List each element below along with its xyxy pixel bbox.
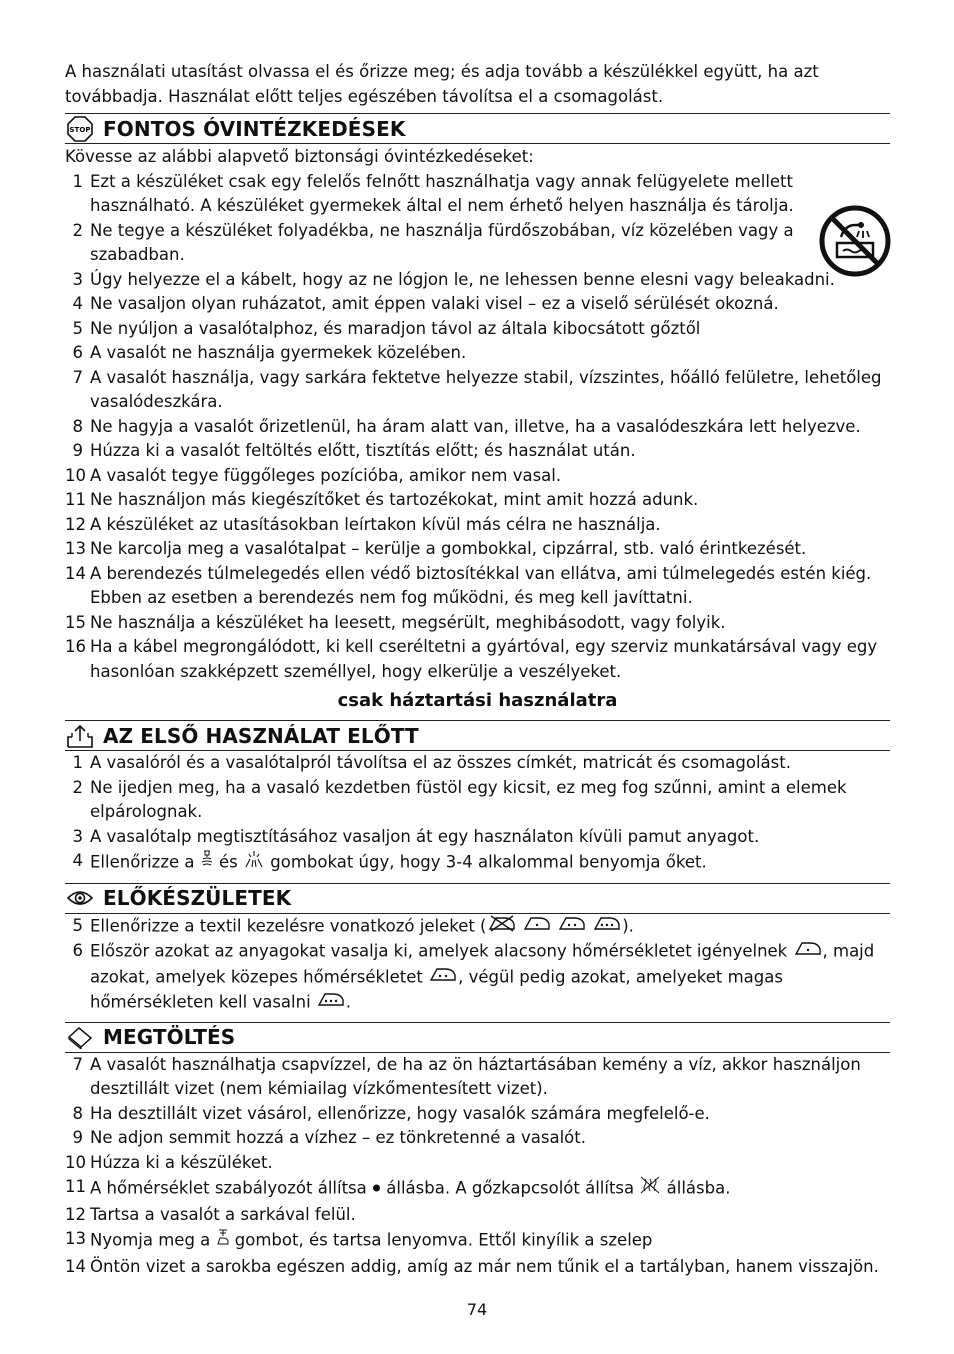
list-item: 13 Ne karcolja meg a vasalótalpat – kerülje a gombokkal, cipzárral, stb. való érintkezését.	[65, 539, 807, 558]
eye-icon	[65, 885, 95, 911]
list-item: 1 A vasalóról és a vasalótalpról távolítsa el az összes címkét, matricát és csomagolást.	[72, 753, 791, 772]
spray-button-icon	[200, 849, 214, 877]
iron-2dot-icon	[428, 965, 458, 991]
list-item: 4 Ellenőrizze a és gombokat úgy, hogy 3-4 alkalommal benyomja őket.	[65, 849, 890, 877]
first-use-heading	[65, 720, 890, 751]
list-item: 3 A vasalótalp megtisztításához vasaljon át egy használaton kívüli pamut anyagot.	[72, 826, 760, 846]
steam-burst-button-icon	[243, 849, 265, 877]
list-item: 5 Ne nyúljon a vasalótalphoz, és maradjon távol az általa kibocsátott gőztől	[72, 318, 701, 338]
iron-3dot-icon	[592, 914, 622, 940]
list-item: 11 A hőmérséklet szabályozót állítsa állásba. A gőzkapcsolót állítsa állásba.	[65, 1175, 890, 1203]
list-item: 8 Ha desztillált vizet vásárol, ellenőrizze, hogy vasalók számára megfelelő-e.	[72, 1103, 710, 1123]
page	[65, 60, 890, 1279]
list-item: 13 Nyomja meg a gombot, és tartsa lenyomva. Ettől kinyílik a szelep	[65, 1227, 890, 1255]
list-item: 1 Ezt a készüléket csak egy felelős felnőtt használhatja vagy annak felügyelete mellett használható. A készüléket gyermekek által el nem érhető helyen használja és tárolja.	[72, 171, 794, 215]
safety-title: FONTOS ÓVINTÉZKEDÉSEK	[103, 116, 406, 141]
list-item: 15 Ne használja a készüléket ha leesett, megsérült, meghibásodott, vagy folyik.	[65, 612, 726, 632]
list-item: 14 A berendezés túlmelegedés ellen védő biztosítékkal van ellátva, ami túlmelegedés estén kiég. Ebben az esetben a berendezés nem fog működni, és meg kell javíttatni.	[65, 563, 872, 607]
iron-1dot-icon	[793, 939, 823, 965]
list-item: 8 Ne hagyja a vasalót őrizetlenül, ha áram alatt van, illetve, ha a vasalódeszkára lett helyezve.	[72, 416, 861, 436]
dot-icon	[372, 1177, 381, 1202]
list-item: 6 Először azokat az anyagokat vasalja ki, amelyek alacsony hőmérsékletet igényelnek , majd azokat, amelyek közepes hőmérsékletet , végül pedig azokat, amelyeket magas hőmérsékleten kell vasalni .	[65, 939, 890, 1016]
list-item: 9 Ne adjon semmit hozzá a vízhez – ez tönkretenné a vasalót.	[72, 1128, 586, 1147]
list-item: 2 Ne tegye a készüléket folyadékba, ne használja fürdőszobában, víz közelében vagy a szabadban.	[72, 220, 794, 264]
list-item: 9 Húzza ki a vasalót feltöltés előtt, tisztítás előtt; és használat után.	[72, 441, 636, 460]
no-iron-icon	[487, 914, 517, 940]
safety-list	[65, 170, 890, 685]
iron-1dot-icon	[522, 914, 552, 940]
list-item: 14 Öntön vizet a sarokba egészen addig, amíg az már nem tűnik el a tartályban, hanem visszajön.	[65, 1256, 879, 1276]
iron-upload-icon	[65, 723, 95, 749]
list-item: 3 Úgy helyezze el a kábelt, hogy az ne lógjon le, ne lehessen benne elesni vagy beleakadni.	[72, 269, 835, 289]
list-item: 7 A vasalót használja, vagy sarkára fektetve helyezze stabil, vízszintes, hőálló felületre, lehetőleg vasalódeszkára.	[72, 367, 882, 411]
list-item: 2 Ne ijedjen meg, ha a vasaló kezdetben füstöl egy kicsit, ez meg fog szűnni, amint a elemek elpárolognak.	[72, 777, 847, 821]
list-item: 5 Ellenőrizze a textil kezelésre vonatkozó jeleket ( ).	[65, 914, 890, 940]
list-item: 16 Ha a kábel megrongálódott, ki kell cseréltetni a gyártóval, egy szerviz munkatársával vagy egy hasonlóan szakképzett személlyel, hogy elkerülje a veszélyeket.	[65, 637, 878, 681]
household-note: csak háztartási használatra	[337, 690, 618, 711]
list-item: 10 A vasalót tegye függőleges pozícióba, amikor nem vasal.	[65, 465, 562, 485]
iron-2dot-icon	[557, 914, 587, 940]
list-item: 12 A készüléket az utasításokban leírtakon kívül más célra ne használja.	[65, 514, 661, 534]
prep-title: ELŐKÉSZÜLETEK	[103, 886, 292, 910]
list-item: 7 A vasalót használhatja csapvízzel, de ha az ön háztartásában kemény a víz, akkor használjon desztillált vizet (nem kémiailag vízkőmentesített vizet).	[72, 1054, 861, 1098]
first-use-list-4	[65, 849, 890, 877]
filling-icon	[65, 1024, 95, 1050]
list-item: 11 Ne használjon más kiegészítőket és tartozékokat, mint amit hozzá adunk.	[65, 490, 699, 509]
filling-heading	[65, 1022, 890, 1053]
filling-list-b	[65, 1175, 890, 1279]
page-number: 74	[466, 1300, 488, 1319]
filling-list	[65, 1053, 890, 1176]
safety-lead: Kövesse az alábbi alapvető biztonsági óvintézkedéseket:	[65, 147, 534, 166]
prep-heading	[65, 883, 890, 914]
list-item: 10 Húzza ki a készüléket.	[65, 1152, 273, 1172]
stop-icon-label: STOP	[69, 125, 91, 134]
no-bath-icon	[819, 205, 891, 277]
first-use-title: AZ ELSŐ HASZNÁLAT ELŐTT	[103, 723, 419, 748]
prep-list	[65, 914, 890, 1016]
list-item: 4 Ne vasaljon olyan ruházatot, amit éppen valaki visel – ez a viselő sérülését okozná.	[72, 294, 779, 313]
stop-icon	[65, 116, 95, 142]
first-use-list	[65, 751, 890, 849]
safety-heading	[65, 113, 890, 144]
intro-text: A használati utasítást olvassa el és őrizze meg; és adja tovább a készülékkel együtt, ha azt továbbadja. Használat előtt teljes egészében távolítsa el a csomagolást.	[65, 62, 819, 106]
steam-fill-button-icon	[216, 1227, 230, 1255]
no-steam-icon	[639, 1175, 661, 1203]
iron-3dot-icon	[316, 990, 346, 1016]
list-item: 12 Tartsa a vasalót a sarkával felül.	[65, 1204, 356, 1224]
list-item: 6 A vasalót ne használja gyermekek közelében.	[72, 343, 467, 362]
filling-title: MEGTÖLTÉS	[103, 1025, 236, 1049]
